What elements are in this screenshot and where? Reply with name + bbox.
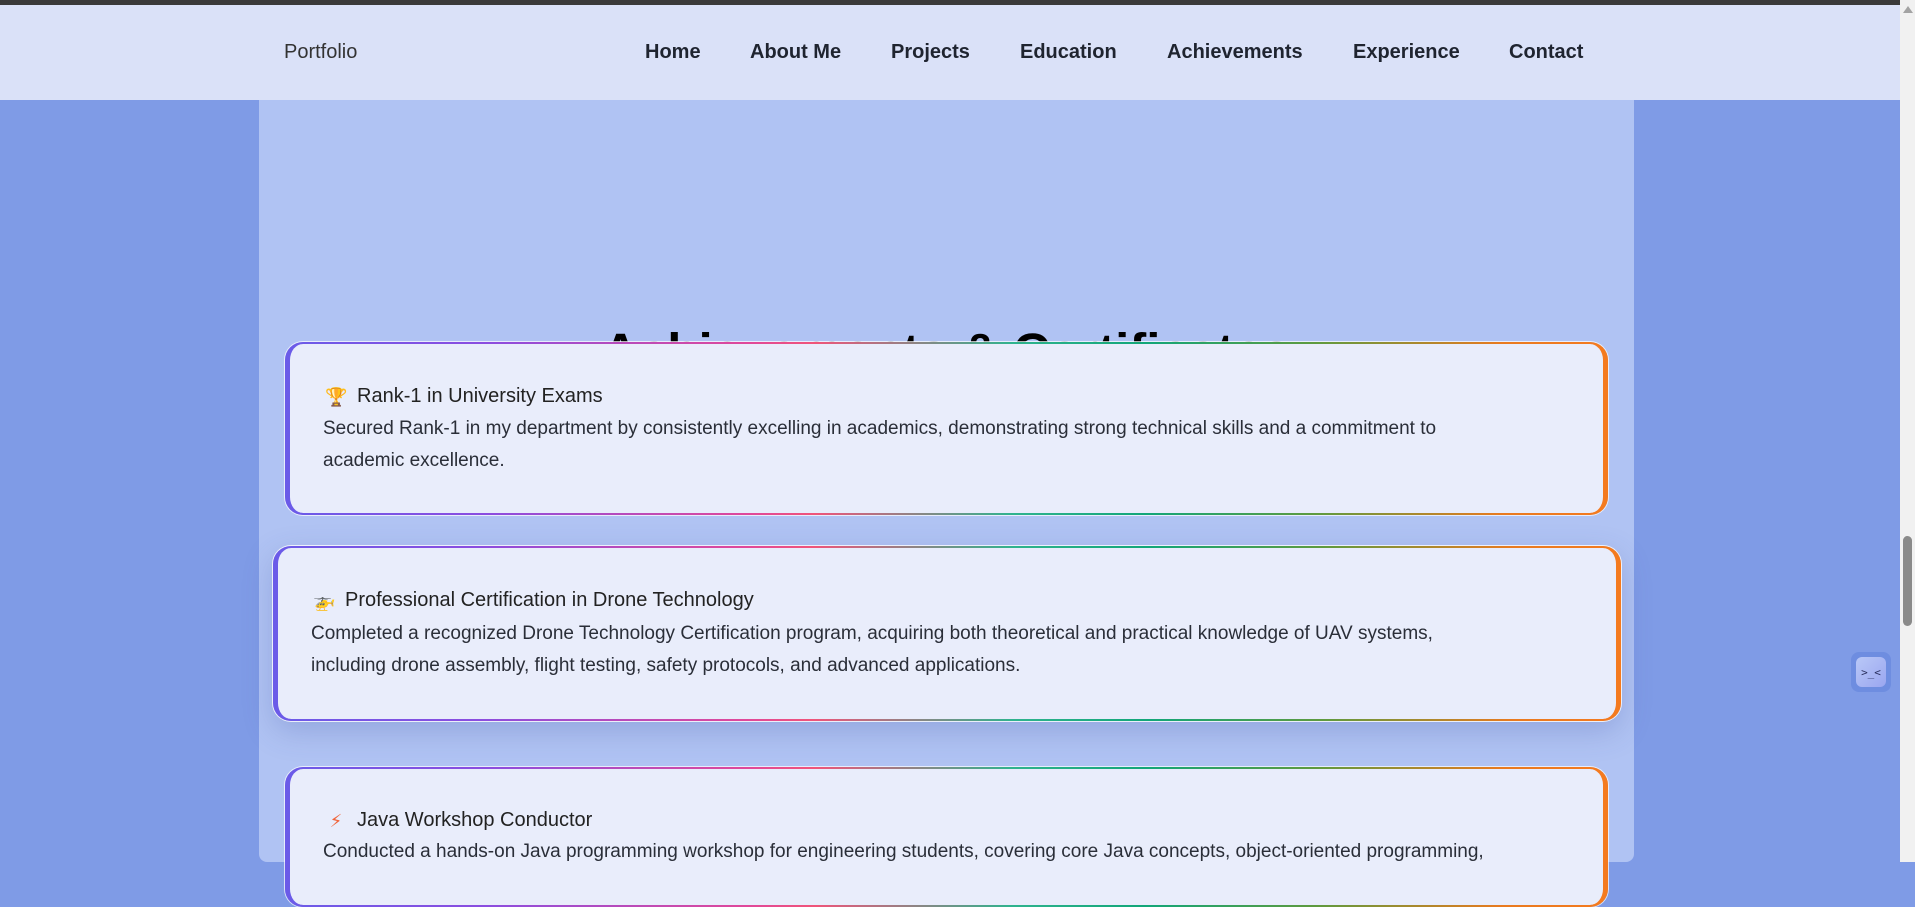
- navbar: [0, 5, 1900, 100]
- card-title-text: Java Workshop Conductor: [357, 809, 593, 831]
- card-desc-line: academic excellence.: [323, 450, 505, 471]
- floating-widget-button[interactable]: [1851, 652, 1891, 692]
- scrollbar-thumb[interactable]: [1903, 536, 1912, 626]
- scroll-up-icon[interactable]: [1903, 6, 1913, 13]
- lightning-icon: ⚡: [329, 810, 343, 831]
- card-title-text: Rank-1 in University Exams: [357, 385, 603, 407]
- achievement-card-title: [325, 809, 592, 832]
- achievement-card-desc: [323, 413, 1573, 477]
- nav-link-experience[interactable]: Experience: [1353, 41, 1460, 63]
- card-desc-line: Conducted a hands-on Java programming workshop for engineering students, covering core Java concepts, object-oriented programming,: [323, 841, 1484, 862]
- nav-link-home[interactable]: Home: [645, 41, 701, 63]
- card-title-text: Professional Certification in Drone Technology: [345, 589, 754, 611]
- achievement-card-desc: [311, 618, 1601, 682]
- card-desc-line: including drone assembly, flight testing, safety protocols, and advanced applications.: [311, 655, 1021, 676]
- drone-icon: 🚁: [313, 590, 336, 611]
- trophy-icon: 🏆: [325, 386, 348, 407]
- nav-link-achievements[interactable]: Achievements: [1167, 41, 1303, 63]
- nav-link-contact[interactable]: Contact: [1509, 41, 1584, 63]
- achievement-card-title: [325, 385, 603, 408]
- achievements-section: [259, 100, 1634, 862]
- nav-link-about-me[interactable]: About Me: [750, 41, 842, 63]
- achievement-card-title: [313, 589, 754, 612]
- widget-face-icon: >_<: [1856, 657, 1886, 687]
- nav-link-projects[interactable]: Projects: [891, 41, 970, 63]
- brand-logo[interactable]: Portfolio: [284, 41, 358, 63]
- card-desc-line: Secured Rank-1 in my department by consistently excelling in academics, demonstrating strong technical skills and a commitment to: [323, 418, 1437, 439]
- vertical-scrollbar[interactable]: [1900, 0, 1915, 862]
- card-desc-line: Completed a recognized Drone Technology Certification program, acquiring both theoretical and practical knowledge of UAV systems,: [311, 623, 1433, 644]
- nav-link-education[interactable]: Education: [1020, 41, 1117, 63]
- achievement-card-desc: [323, 836, 1613, 868]
